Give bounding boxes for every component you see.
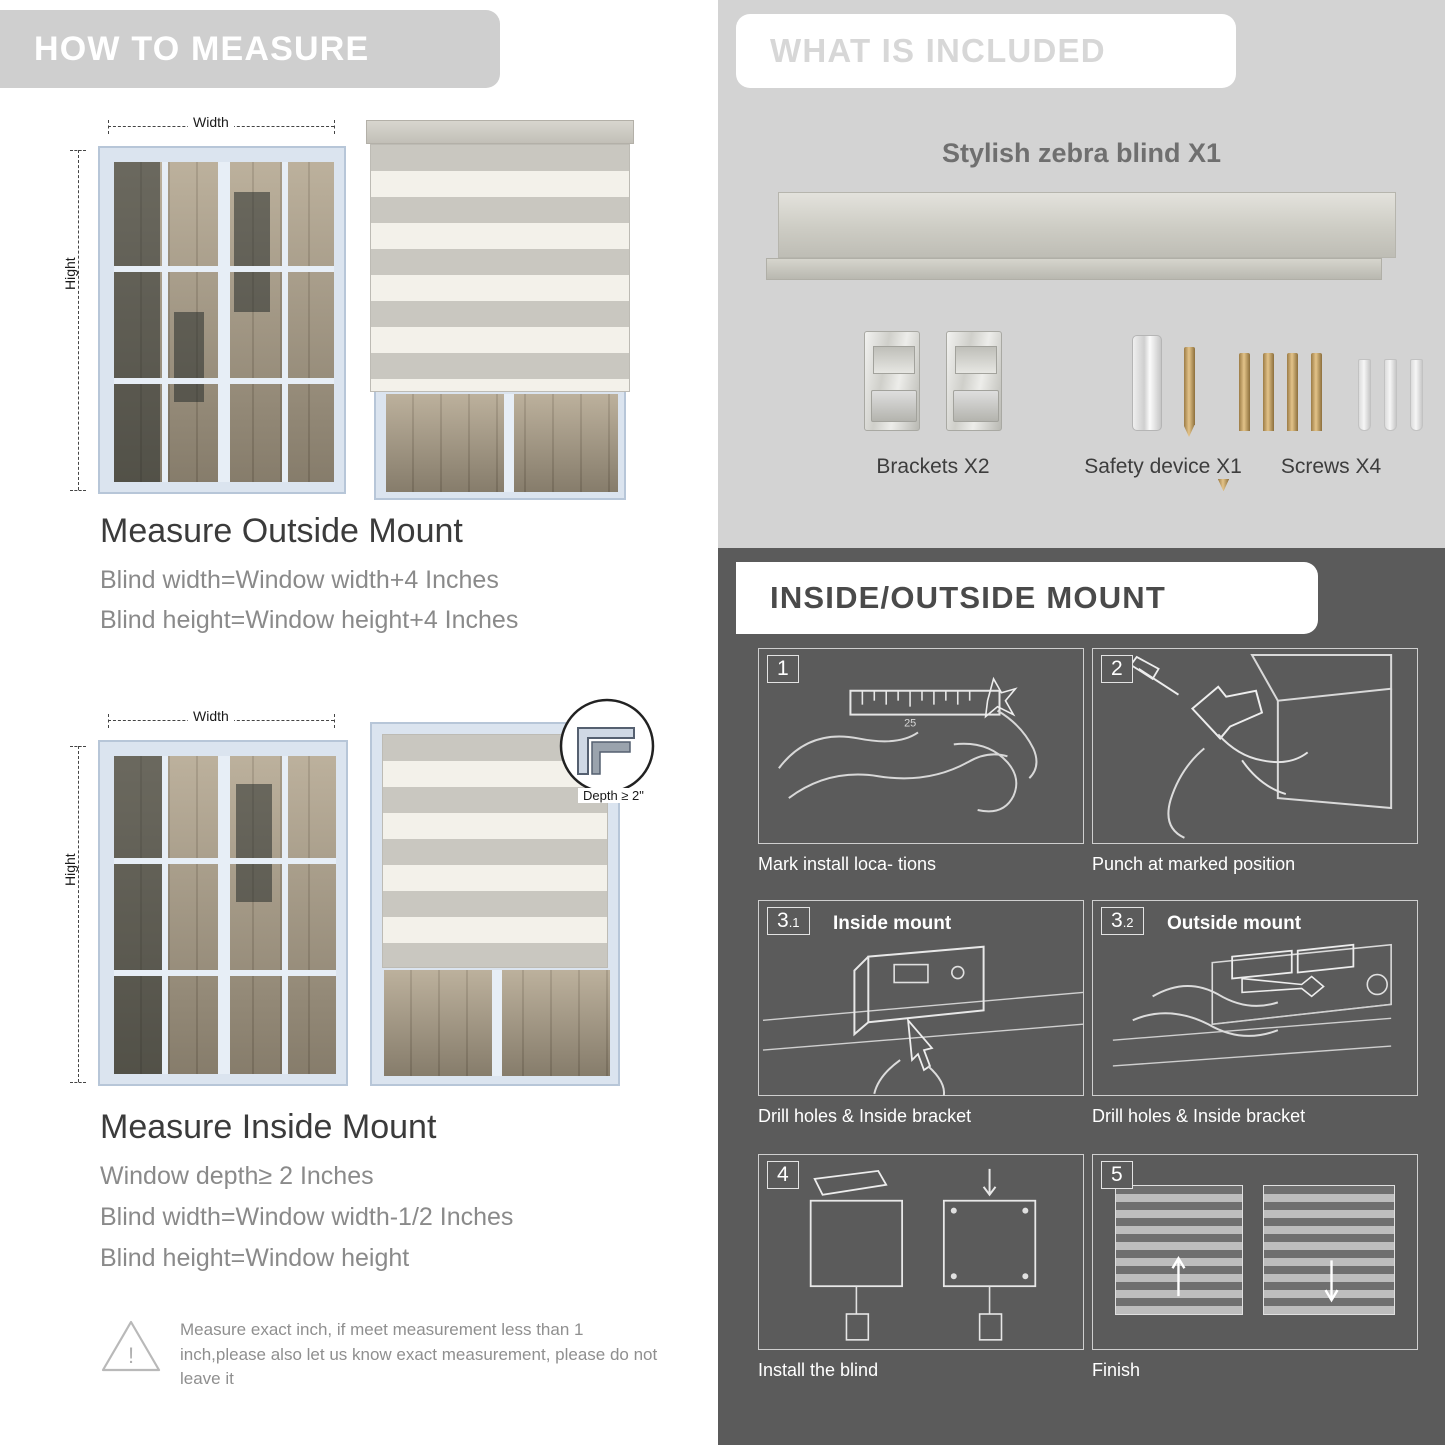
blind-headrail: [366, 120, 634, 144]
window-mullion-1-inside: [162, 756, 168, 1074]
step-3-1: [758, 900, 1084, 1096]
inside-mount-heading: Measure Inside Mount: [100, 1108, 437, 1146]
step-3-1-caption: Drill holes & Inside bracket: [758, 1106, 972, 1126]
window-transom-2-inside: [114, 970, 336, 976]
inside-height-dimension-line: [78, 746, 79, 1082]
wall-anchor-icon: [1384, 359, 1397, 431]
step-3-1-number: 3.1: [767, 907, 810, 935]
inside-height-tick-bottom: [70, 1082, 86, 1083]
step-2: [1092, 648, 1418, 844]
blind-window-backdrop: [386, 394, 618, 492]
how-to-measure-title: HOW TO MEASURE: [34, 29, 370, 68]
inside-mount-line-1: Blind width=Window width-1/2 Inches: [100, 1203, 514, 1231]
screw-icon: [1184, 347, 1195, 425]
headrail-bottom: [766, 258, 1382, 280]
window-mullion-2-inside: [282, 756, 288, 1074]
step-5-caption: Finish: [1092, 1360, 1141, 1380]
outside-height-dimension-line: [78, 150, 79, 490]
finished-blind-icon: [1093, 1155, 1417, 1350]
outside-width-tick-left: [108, 120, 109, 134]
inside-mount-illustration: [0, 696, 712, 1096]
screw-icon: [1287, 353, 1298, 431]
how-to-measure-panel: [0, 0, 712, 1445]
outside-height-tick-top: [70, 150, 86, 151]
inside-height-tick-top: [70, 746, 86, 747]
window-mullion-1: [162, 162, 168, 482]
inside-window-mullion: [492, 970, 502, 1076]
warning-triangle-icon: [100, 1318, 162, 1374]
screw-icon: [1239, 353, 1250, 431]
part-screws-label: Screws X4: [1280, 455, 1382, 478]
part-brackets-label: Brackets X2: [876, 455, 990, 478]
window-mullion-2: [282, 162, 288, 482]
step-3-1-inline-label: Inside mount: [833, 913, 952, 934]
inside-mount-line-0: Window depth≥ 2 Inches: [100, 1162, 374, 1190]
step-5-number: 5: [1101, 1161, 1133, 1189]
inside-width-tick-right: [334, 714, 335, 728]
step-3-2-inline-label: Outside mount: [1167, 913, 1302, 934]
svg-text:!: !: [127, 1343, 135, 1368]
window-mullion-center-inside: [218, 756, 230, 1074]
inside-width-tick-left: [108, 714, 109, 728]
zebra-blind-outside-mount: [366, 120, 642, 500]
window-photo-outside: [98, 146, 346, 494]
tape-measure-icon: [759, 649, 1083, 844]
measurement-warning: [100, 1318, 660, 1392]
part-safety-label: Safety device X1: [1084, 455, 1242, 478]
window-transom-1-inside: [114, 858, 336, 864]
step-1-caption: Mark install loca- tions: [758, 854, 937, 874]
step-2-number: 2: [1101, 655, 1133, 683]
step-2-caption: Punch at marked position: [1092, 854, 1296, 874]
building-window-dark: [234, 192, 270, 312]
screw-icon: [1263, 353, 1274, 431]
outside-height-label: Hight: [62, 252, 78, 295]
window-transom-1: [114, 266, 334, 272]
inside-width-label: Width: [188, 708, 234, 724]
step-4: [758, 1154, 1084, 1350]
step-3-2: [1092, 900, 1418, 1096]
wall-anchor-icon: [1410, 359, 1423, 431]
building-shadow-inside: [114, 756, 162, 1074]
outside-mount-illustration: [0, 100, 712, 500]
outside-height-tick-bottom: [70, 490, 86, 491]
blind-install-icon: [759, 1155, 1083, 1350]
part-screws: [1218, 325, 1444, 479]
outside-mount-heading: Measure Outside Mount: [100, 512, 463, 550]
inside-mount-line-2: Blind height=Window height: [100, 1244, 410, 1272]
window-transom-2: [114, 378, 334, 384]
depth-note-label: Depth ≥ 2": [578, 788, 649, 803]
what-is-included-panel: [718, 0, 1445, 548]
what-is-included-title: WHAT IS INCLUDED: [770, 32, 1106, 69]
step-1: [758, 648, 1084, 844]
window-photo-inside: [98, 740, 348, 1086]
blind-window-behind: [374, 382, 626, 500]
bracket-icon: [864, 331, 920, 431]
screw-icon: [1311, 353, 1322, 431]
safety-device-icon: [1132, 335, 1162, 431]
building-window-dark-2: [174, 312, 204, 402]
step-3-2-caption: Drill holes & Inside bracket: [1092, 1106, 1306, 1126]
step-4-number: 4: [767, 1161, 799, 1189]
drill-icon: [1093, 649, 1417, 844]
step-4-caption: Install the blind: [758, 1360, 879, 1380]
how-to-measure-banner: [0, 10, 500, 88]
step-3-2-number: 3.2: [1101, 907, 1144, 935]
outside-width-tick-right: [334, 120, 335, 134]
what-is-included-banner: [736, 14, 1236, 88]
bracket-icon: [946, 331, 1002, 431]
warning-text: Measure exact inch, if meet measurement less than 1 inch,please also let us know exact measurement, please do not leave it: [180, 1320, 658, 1389]
blind-fabric: [370, 144, 630, 392]
inside-outside-mount-title: INSIDE/OUTSIDE MOUNT: [770, 580, 1167, 615]
included-parts-row: [718, 325, 1445, 505]
headrail-top: [778, 192, 1396, 258]
outside-mount-line-0: Blind width=Window width+4 Inches: [100, 566, 499, 594]
outside-mount-line-1: Blind height=Window height+4 Inches: [100, 606, 519, 634]
step-5: [1092, 1154, 1418, 1350]
blind-window-mullion: [504, 394, 514, 492]
blind-window-glass: [386, 394, 618, 492]
inside-outside-mount-banner: [736, 562, 1318, 634]
product-title: Stylish zebra blind X1: [941, 138, 1222, 168]
wall-anchor-icon: [1358, 359, 1371, 431]
zebra-blind-product-image: [766, 192, 1396, 288]
svg-text:25: 25: [904, 717, 917, 730]
building-window-dark-inside: [236, 784, 272, 902]
window-mullion-center: [218, 162, 230, 482]
step-1-number: 1: [767, 655, 799, 683]
building-shadow: [114, 162, 160, 482]
inside-height-label: Hight: [62, 848, 78, 891]
inside-outside-mount-panel: [718, 548, 1445, 1445]
outside-width-label: Width: [188, 114, 234, 130]
